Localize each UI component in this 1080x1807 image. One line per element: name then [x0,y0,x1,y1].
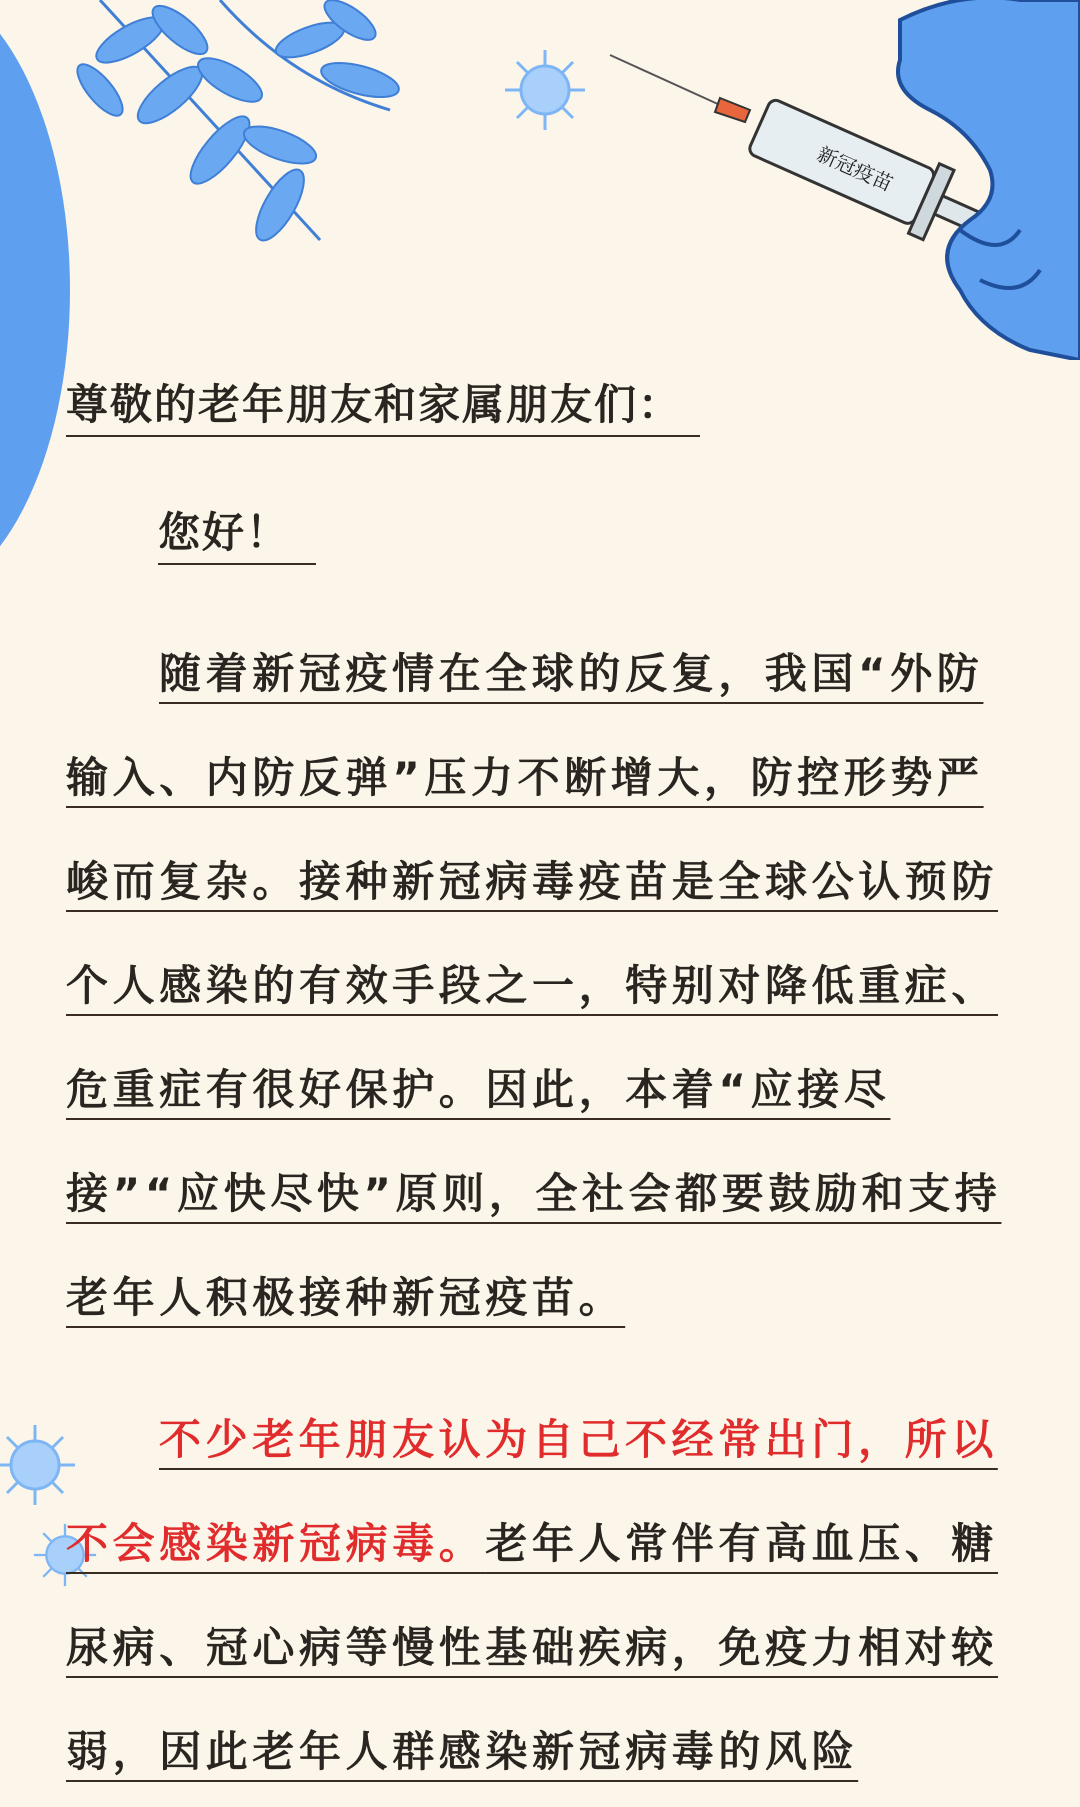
paragraph-2-text: 老年人常伴有高血压、糖尿病、冠心病等慢性基础疾病，免疫力相对较弱，因此老年人群感染新冠病毒的风险 [66,1519,999,1776]
vial-label: 新冠疫苗 [813,141,897,197]
salutation-text: 尊敬的老年朋友和家属朋友们： [66,380,700,437]
paragraph-vaccination-importance [66,622,1012,1350]
paragraph-1-text: 随着新冠疫情在全球的反复，我国“外防输入、内防反弹”压力不断增大，防控形势严峻而复杂。接种新冠病毒疫苗是全球公认预防个人感染的有效手段之一，特别对降低重症、危重症有很好保护。因此，本着“应接尽接”“应快尽快”原则，全社会都要鼓励和支持老年人积极接种新冠疫苗。 [66,649,1002,1322]
syringe-and-glove-illustration [600,0,1080,360]
letter-greeting [158,498,1080,568]
letter-salutation [66,370,1012,440]
greeting-text: 您好！ [158,508,316,565]
paragraph-2-highlight: 不少老年朋友认为自己不经常出门，所以不会感染新冠病毒。 [66,1415,998,1568]
virus-icon [500,45,590,135]
leaf-branch-illustration [60,0,480,250]
paragraph-elderly-risk [66,1388,1012,1804]
